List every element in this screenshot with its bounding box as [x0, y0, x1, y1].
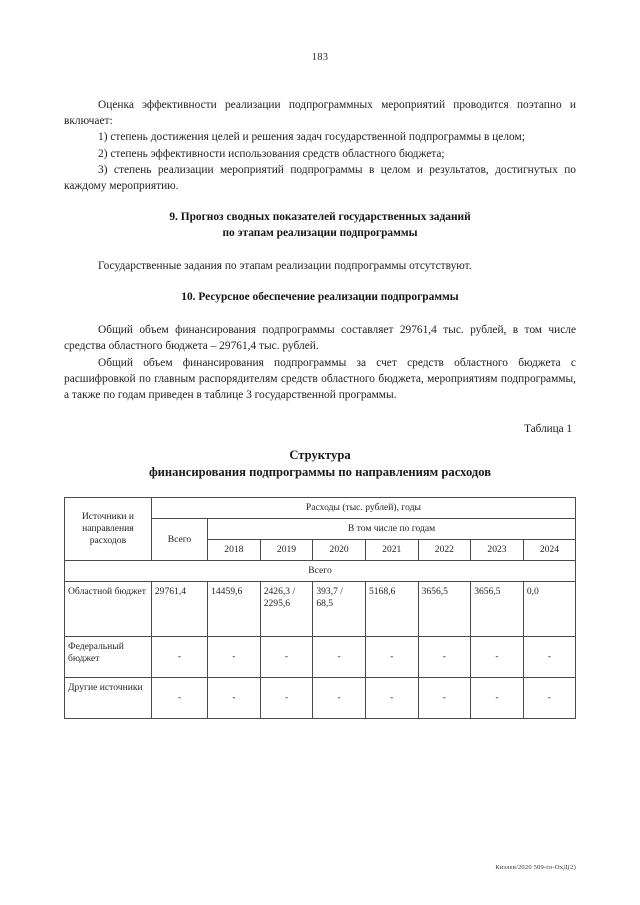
cell-federal-2020: - [313, 637, 366, 678]
table-row [65, 678, 576, 719]
cell-federal-2023: - [471, 637, 524, 678]
paragraph-evaluation-intro: Оценка эффективности реализации подпрограммных мероприятий проводится поэтапно и включает: [64, 99, 576, 128]
header-year-2019: 2019 [260, 540, 313, 561]
cell-federal-2019: - [260, 637, 313, 678]
cell-federal-2022: - [418, 637, 471, 678]
cell-regional-2023: 3656,5 [471, 582, 524, 637]
paragraph-funding-breakdown: Общий объем финансирования подпрограммы за счет средств областного бюджета с расшифровкой по главным распорядителям средств областного бюджета, мероприятиям подпрограммы, а также по годам приведен в таблице 3 государственной программы. [64, 356, 576, 401]
table-row [65, 637, 576, 678]
row-label-regional-budget: Областной бюджет [65, 582, 152, 637]
cell-federal-2021: - [365, 637, 418, 678]
page-number: 183 [311, 52, 329, 63]
table-header-row-1 [65, 498, 576, 519]
cell-regional-2021: 5168,6 [365, 582, 418, 637]
cell-other-2021: - [365, 678, 418, 719]
header-source-column: Источники и направления расходов [65, 498, 152, 561]
table-title-line2: финансирования подпрограммы по направлениям расходов [148, 465, 492, 480]
cell-federal-2018: - [208, 637, 261, 678]
cell-regional-2022: 3656,5 [418, 582, 471, 637]
heading-section-9-line1: 9. Прогноз сводных показателей государственных заданий [169, 211, 471, 224]
cell-other-2020: - [313, 678, 366, 719]
header-total: Всего [151, 519, 207, 561]
header-year-2018: 2018 [208, 540, 261, 561]
cell-regional-2020: 393,7 / 68,5 [313, 582, 366, 637]
table-row [65, 582, 576, 637]
paragraph-list-item-2: 2) степень эффективности использования средств областного бюджета; [98, 147, 445, 160]
heading-section-9-line2: по этапам реализации подпрограммы [222, 227, 418, 240]
heading-section-10: 10. Ресурсное обеспечение реализации подпрограммы [181, 291, 459, 304]
cell-regional-total: 29761,4 [151, 582, 207, 637]
table-row-section-total [65, 561, 576, 582]
table-label: Таблица 1 [524, 423, 572, 436]
paragraph-list-item-3: 3) степень реализации мероприятий подпрограммы в целом и результатов, достигнутых по каждому мероприятию. [64, 163, 576, 192]
cell-regional-2018: 14459,6 [208, 582, 261, 637]
header-by-years: В том числе по годам [208, 519, 576, 540]
cell-federal-total: - [151, 637, 207, 678]
row-label-other-sources: Другие источники [65, 678, 152, 719]
row-label-federal-budget: Федеральный бюджет [65, 637, 152, 678]
header-year-2023: 2023 [471, 540, 524, 561]
cell-other-2023: - [471, 678, 524, 719]
header-year-2021: 2021 [365, 540, 418, 561]
header-expenses: Расходы (тыс. рублей), годы [151, 498, 575, 519]
cell-regional-2024: 0,0 [523, 582, 575, 637]
cell-other-2019: - [260, 678, 313, 719]
cell-other-total: - [151, 678, 207, 719]
header-year-2022: 2022 [418, 540, 471, 561]
cell-federal-2024: - [523, 637, 575, 678]
header-year-2024: 2024 [523, 540, 575, 561]
paragraph-funding-total: Общий объем финансирования подпрограммы составляет 29761,4 тыс. рублей, в том числе средства областного бюджета – 29761,4 тыс. рублей. [64, 324, 576, 353]
header-year-2020: 2020 [313, 540, 366, 561]
cell-other-2018: - [208, 678, 261, 719]
cell-other-2024: - [523, 678, 575, 719]
paragraph-list-item-1: 1) степень достижения целей и решения задач государственной подпрограммы в целом; [98, 131, 525, 144]
cell-other-2022: - [418, 678, 471, 719]
footer-note: Кизлев/2020 509-го-ОхД(2) [495, 864, 576, 871]
section-total-label: Всего [65, 561, 576, 582]
financing-structure-table [64, 497, 576, 719]
cell-regional-2019: 2426,3 / 2295,6 [260, 582, 313, 637]
table-title-line1: Структура [289, 448, 351, 463]
paragraph-state-tasks: Государственные задания по этапам реализации подпрограммы отсутствуют. [98, 260, 472, 273]
